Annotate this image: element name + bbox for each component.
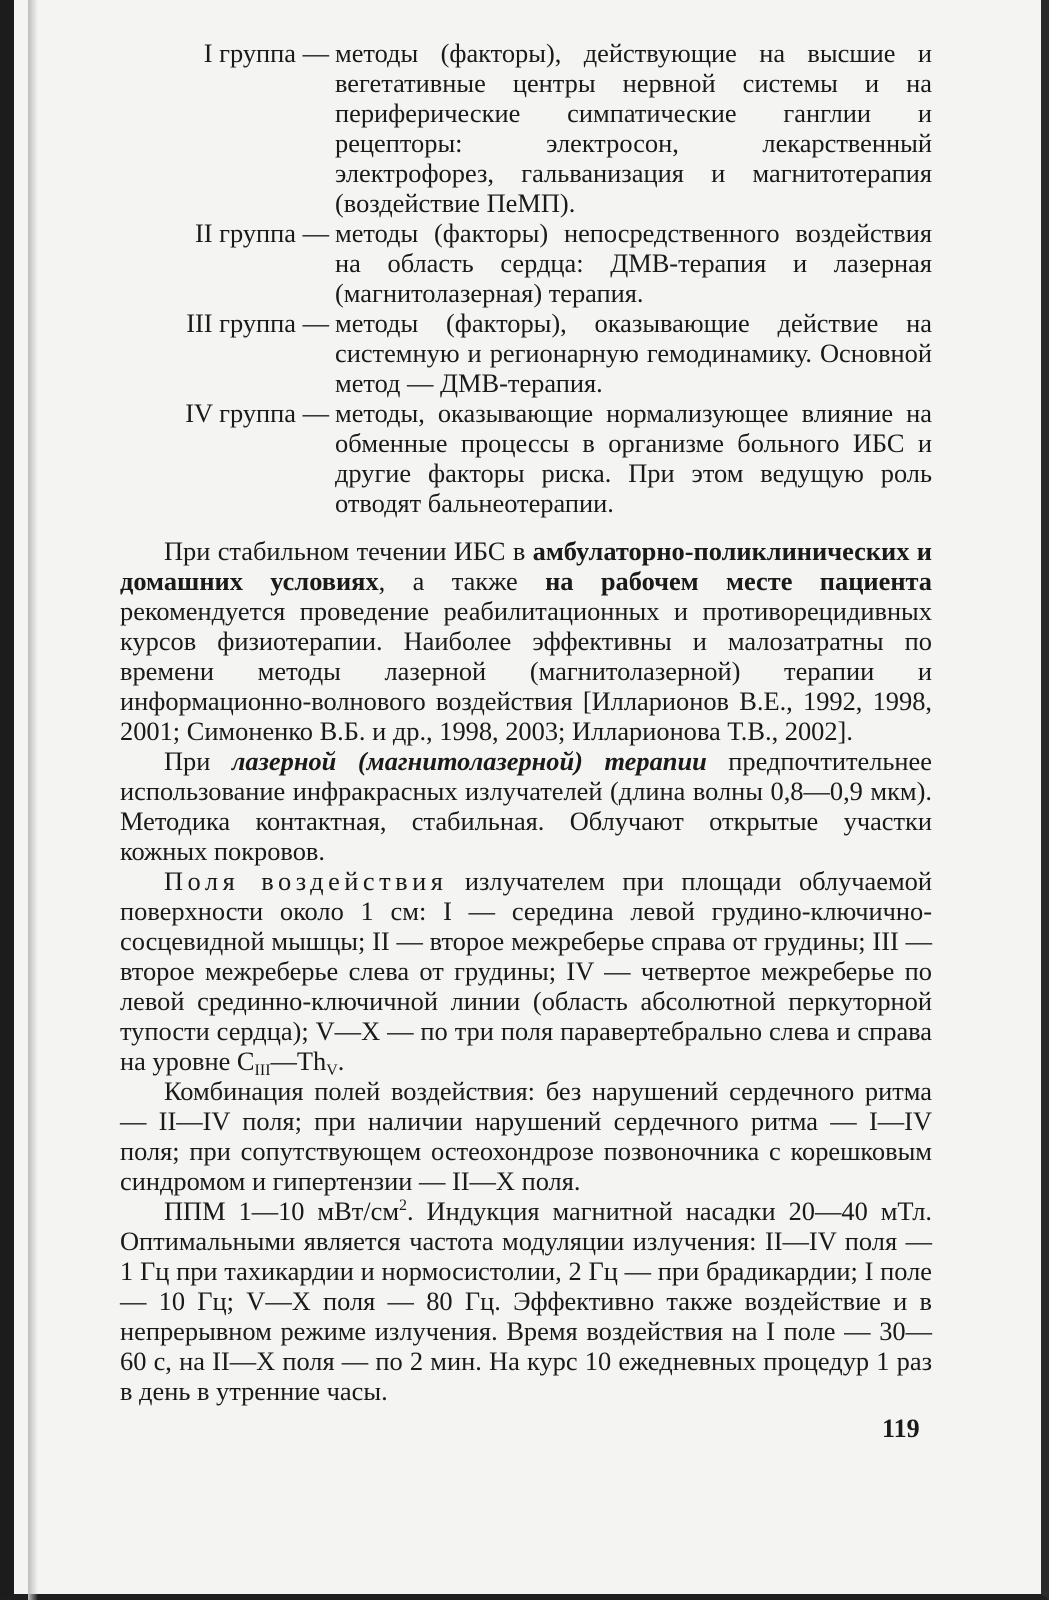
- group-text: методы, оказывающие нормализующее влияние на обменные процессы в организме больного ИБС и другие факторы риска. При этом ведущую роль отводят бальнеотерапии.: [335, 398, 932, 518]
- group-item-4: [120, 398, 932, 518]
- scan-shadow-edge: [28, 0, 38, 1600]
- group-label: III группа —: [186, 308, 329, 338]
- group-item-1: [120, 38, 932, 218]
- bold-phrase: амбулаторно-поликлинических и домашних условиях: [120, 536, 932, 596]
- group-label: II группа —: [195, 218, 329, 248]
- bold-phrase: на рабочем месте пациента: [545, 566, 933, 596]
- group-label: I группа —: [203, 38, 329, 68]
- group-text: методы (факторы), оказывающие действие на системную и регионарную гемодинамику. Основной метод — ДМВ-терапия.: [335, 308, 932, 398]
- group-text: методы (факторы), действующие на высшие и вегетативные центры нервной системы и на периферические симпатические ганглии и рецепторы: электросон, лекарственный электрофорез, гальванизация и магнитотерапия (воздействие ПеМП).: [335, 38, 932, 218]
- paragraph-parameters: ППМ 1—10 мВт/$см^2$. Индукция магнитной насадки 20—40 мТл. Оптимальными является частота модуляции излучения: II—IV поля — 1 Гц при тахикардии и нормосистолии, 2 Гц — при брадикардии; I поле — 10 Гц; V—X поля — 80 Гц. Эффективно также воздействие и в непрерывном режиме излучения. Время воздействия на I поле — 30—60 с, на II—X поля — по 2 мин. На курс 10 ежедневных процедур 1 раз в день в утренние часы.: [120, 1196, 932, 1406]
- italic-phrase: лазерной (магнитолазерной) терапии: [231, 746, 707, 776]
- page-content: [120, 38, 932, 1406]
- spaced-term: Поля воздействия: [164, 866, 448, 896]
- group-item-2: [120, 218, 932, 308]
- paragraph-field-combination: Комбинация полей воздействия: без нарушений сердечного ритма — II—IV поля; при наличии нарушений сердечного ритма — I—IV поля; при сопутствующем остеохондрозе позвоночника с корешковым синдромом и гипертензии — II—X поля.: [120, 1076, 932, 1196]
- paragraph-laser-therapy: При лазерной (магнитолазерной) терапии предпочтительнее использование инфракрасных излучателей (длина волны 0,8—0,9 мкм). Методика контактная, стабильная. Облучают открытые участки кожных покровов.: [120, 746, 932, 866]
- page-number: 119: [882, 1414, 920, 1443]
- group-text: методы (факторы) непосредственного воздействия на область сердца: ДМВ-терапия и лазерная (магнитолазерная) терапия.: [335, 218, 932, 308]
- group-label: IV группа —: [185, 398, 329, 428]
- paragraph-stable-ibs: При стабильном течении ИБС в амбулаторно-поликлинических и домашних условиях, а также на рабочем месте пациента рекомендуется проведение реабилитационных и противорецидивных курсов физиотерапии. Наиболее эффективны и малозатратны по времени методы лазерной (магнитолазерной) терапии и информационно-волнового воздействия [Илларионов В.Е., 1992, 1998, 2001; Симоненко В.Б. и др., 1998, 2003; Илларионова Т.В., 2002].: [120, 536, 933, 746]
- group-item-3: [120, 308, 932, 398]
- paragraph-fields: Поля воздействия излучателем при площади облучаемой поверхности около 1 см: I — середина левой грудино-ключично-сосцевидной мышцы; II — второе межреберье справа от грудины; III — второе межреберье слева от грудины; IV — четвертое межреберье по левой срединно-ключичной линии (область абсолютной перкуторной тупости сердца); V—X — по три поля паравертебрально слева и справа на уровне $C_{III}—Th_V$.: [120, 866, 932, 1079]
